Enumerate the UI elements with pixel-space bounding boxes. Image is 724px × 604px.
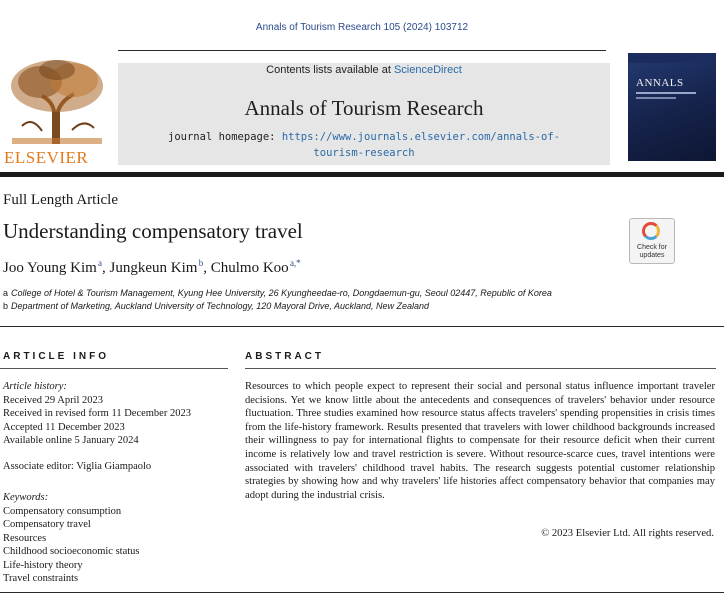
affiliation [3,301,429,311]
keyword-item: Childhood socioeconomic status [3,546,140,557]
cover-subtitle-line [636,92,696,94]
history-item: Received 29 April 2023 [3,394,104,406]
keyword-item: Compensatory consumption [3,505,122,517]
associate-editor: Associate editor: Viglia Giampaolo [3,461,152,472]
keyword-item: Travel constraints [3,573,79,584]
journal-homepage [118,129,610,161]
article-history [3,380,191,448]
keywords-label: Keywords: [3,492,49,503]
check-updates-icon [642,222,660,240]
history-item: Received in revised form 11 December 2023 [3,408,191,419]
affiliation-text: College of Hotel & Tourism Management, Kyung Hee University, 26 Kyungheedae-ro, Dongdaemun-gu, Seoul 02447, Republic of Korea [11,288,552,298]
journal-cover-image[interactable] [628,53,716,161]
contents-prefix: Contents lists available at [266,64,394,76]
homepage-label: journal homepage: [168,131,282,143]
abstract-text: Resources to which people expect to represent their social and personal status influence important traveler decisions. Yet we know little about the antecedents and consequences of travelers' behavior under resource fluctuation. Three studies examined how resource status affects travelers' spending propensities in crisis times from the life-history framework. Results presented that travelers with lower childhood backgrounds increased their willingness to pay for international flights to compensate for their resource deficit when their current income is relatively low and travel restriction is severe. Without resource-scarce cues, travel intentions were associated with travelers' childhood travel habits. The research suggests potential customer relationship strategies by showing how and why travelers' life histories affect compensatory behavior that companies may adopt during the industrial crisis. [245,381,715,501]
section-divider [0,326,724,327]
article-title: Understanding compensatory travel [3,219,303,243]
article-type: Full Length Article [3,192,118,208]
author-name[interactable]: Jungkeun Kim [109,260,198,276]
affiliation-text: Department of Marketing, Auckland University of Technology, 120 Mayoral Drive, Auckland, New Zealand [11,301,430,311]
header-divider [118,50,606,51]
author-affil-marker[interactable]: a [98,258,103,268]
keyword-item: Life-history theory [3,559,83,571]
author-name[interactable]: Joo Young Kim [3,260,97,276]
journal-banner [118,63,610,165]
cover-title: ANNALS [636,77,684,89]
article-info-underline [0,368,228,369]
history-item: Accepted 11 December 2023 [3,421,125,433]
homepage-url-line1[interactable]: https://www.journals.elsevier.com/annals-of- [281,131,560,143]
article-info-heading: ARTICLE INFO [3,351,109,362]
journal-citation: Annals of Tourism Research 105 (2024) 103712 [255,22,469,33]
author-name[interactable]: Chulmo Koo [210,260,289,276]
check-for-updates-button[interactable] [629,218,675,264]
abstract-heading: ABSTRACT [245,351,324,362]
keyword-item: Resources [3,532,47,544]
author-affil-marker[interactable]: a,* [289,258,301,268]
keyword-item: Compensatory travel [3,519,91,530]
contents-line [118,64,610,76]
header-thick-rule [0,172,724,177]
bottom-divider [0,592,724,593]
author-affil-marker[interactable]: b [198,258,204,268]
copyright-notice: © 2023 Elsevier Ltd. All rights reserved. [541,528,714,539]
check-updates-label: Check for updates [637,244,667,259]
abstract-underline [245,368,716,369]
cover-subtitle-line [636,97,676,99]
affiliation [3,288,552,298]
affiliation-label: a [3,288,9,298]
journal-title: Annals of Tourism Research [244,96,484,120]
affiliation-label: b [3,301,9,311]
history-item: Available online 5 January 2024 [3,435,139,446]
sciencedirect-link[interactable]: ScienceDirect [393,64,462,76]
history-label: Article history: [3,381,67,392]
homepage-url-line2[interactable]: tourism-research [313,147,415,159]
cover-top-bar [628,53,716,63]
author-list: Joo Young Kim $^a$, Jungkeun Kim $^b$, Chulmo Koo $^{a,*}$ [3,258,301,276]
keywords [3,491,140,586]
elsevier-wordmark: ELSEVIER [4,148,89,167]
